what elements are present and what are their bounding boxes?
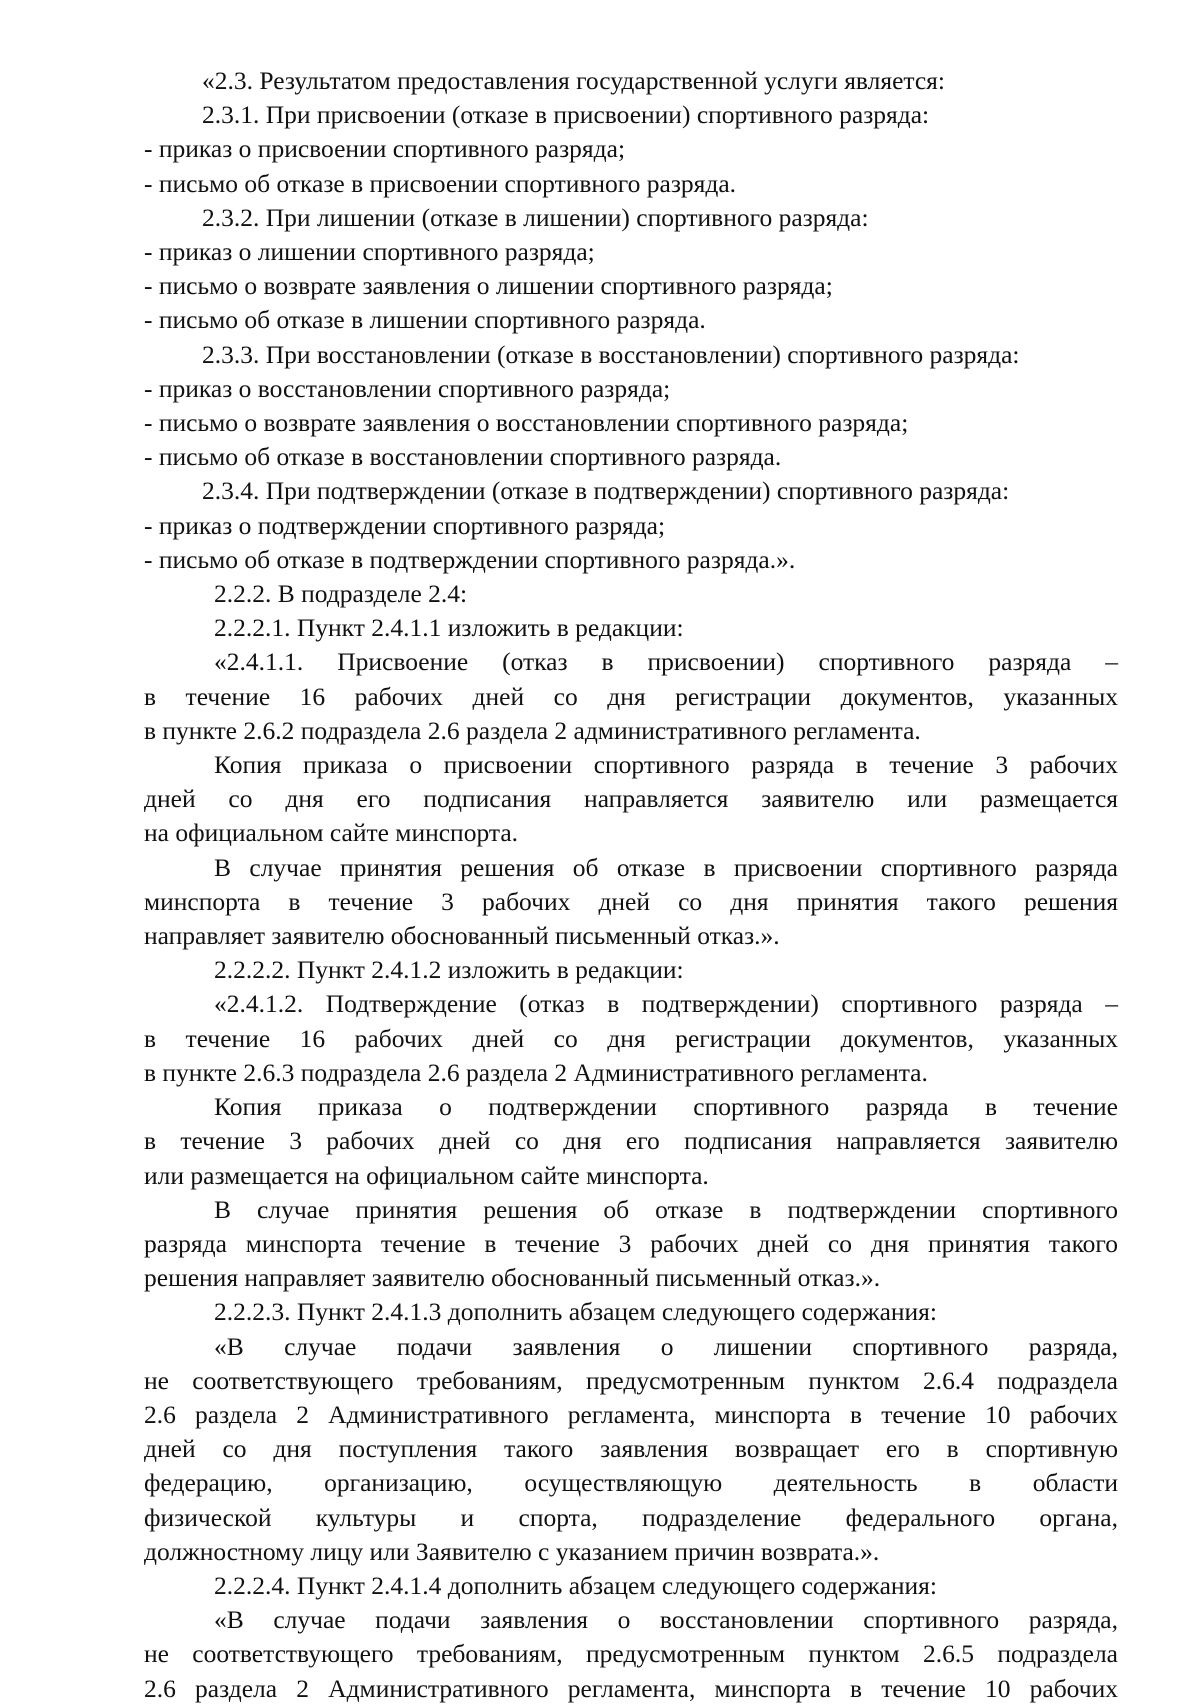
text-line: 2.3.3. При восстановлении (отказе в восстановлении) спортивного разряда: (202, 339, 1020, 369)
text-line: 2.2.2.2. Пункт 2.4.1.2 изложить в редакции: (214, 955, 684, 985)
text-line: 2.2.2. В подразделе 2.4: (214, 579, 468, 609)
text-line: - приказ о присвоении спортивного разряда; (144, 134, 626, 164)
text-line: 2.3.2. При лишении (отказе в лишении) спортивного разряда: (202, 202, 869, 232)
text-line: - письмо об отказе в присвоении спортивного разряда. (144, 168, 737, 198)
text-line: физической культуры и спорта, подразделение федерального органа, (144, 1502, 1118, 1532)
text-line: «2.4.1.1. Присвоение (отказ в присвоении) спортивного разряда – (214, 647, 1118, 677)
text-line: В случае принятия решения об отказе в подтверждении спортивного (214, 1194, 1118, 1224)
text-line: 2.6 раздела 2 Административного регламента, минспорта в течение 10 рабочих (144, 1399, 1118, 1429)
text-line: 2.2.2.1. Пункт 2.4.1.1 изложить в редакции: (214, 613, 684, 643)
text-line: «2.3. Результатом предоставления государственной услуги является: (202, 66, 945, 95)
text-line: в течение 3 рабочих дней со дня его подписания направляется заявителю (144, 1126, 1118, 1156)
text-line: - письмо об отказе в восстановлении спортивного разряда. (144, 442, 782, 472)
text-line: 2.3.4. При подтверждении (отказе в подтверждении) спортивного разряда: (202, 476, 1010, 506)
text-line: Копия приказа о присвоении спортивного разряда в течение 3 рабочих (214, 750, 1118, 780)
text-line: в пункте 2.6.2 подраздела 2.6 раздела 2 административного регламента. (144, 715, 921, 745)
text-line: направляет заявителю обоснованный письменный отказ.». (144, 921, 780, 951)
text-line: должностному лицу или Заявителю с указанием причин возврата.». (144, 1536, 880, 1566)
text-line: «2.4.1.2. Подтверждение (отказ в подтверждении) спортивного разряда – (214, 989, 1118, 1019)
text-line: - приказ о подтверждении спортивного разряда; (144, 510, 666, 540)
text-line: на официальном сайте минспорта. (144, 818, 519, 848)
text-line: дней со дня его подписания направляется заявителю или размещается (144, 784, 1118, 814)
text-line: федерацию, организацию, осуществляющую деятельность в области (144, 1468, 1118, 1498)
text-line: - приказ о восстановлении спортивного разряда; (144, 373, 671, 403)
text-line: «В случае подачи заявления о лишении спортивного разряда, (214, 1331, 1118, 1361)
text-line: «В случае подачи заявления о восстановлении спортивного разряда, (214, 1605, 1118, 1635)
text-line: 2.6 раздела 2 Административного регламента, минспорта в течение 10 рабочих (144, 1673, 1118, 1703)
text-line: или размещается на официальном сайте минспорта. (144, 1160, 709, 1190)
text-line: - письмо о возврате заявления о лишении спортивного разряда; (144, 271, 833, 301)
text-line: - письмо о возврате заявления о восстановлении спортивного разряда; (144, 408, 909, 438)
text-line: Копия приказа о подтверждении спортивного разряда в течение (214, 1092, 1118, 1122)
text-line: в пункте 2.6.3 подраздела 2.6 раздела 2 Административного регламента. (144, 1057, 928, 1087)
text-line: 2.2.2.4. Пункт 2.4.1.4 дополнить абзацем следующего содержания: (214, 1570, 937, 1600)
text-line: не соответствующего требованиям, предусмотренным пунктом 2.6.4 подраздела (144, 1365, 1118, 1395)
text-line: 2.2.2.3. Пункт 2.4.1.3 дополнить абзацем следующего содержания: (214, 1297, 937, 1327)
text-line: - письмо об отказе в лишении спортивного разряда. (144, 305, 706, 335)
text-line: разряда минспорта течение в течение 3 рабочих дней со дня принятия такого (144, 1228, 1118, 1258)
text-line: - письмо об отказе в подтверждении спортивного разряда.». (144, 544, 796, 574)
text-line: в течение 16 рабочих дней со дня регистрации документов, указанных (144, 1023, 1118, 1053)
document-body (144, 64, 1118, 1706)
text-line: в течение 16 рабочих дней со дня регистрации документов, указанных (144, 681, 1118, 711)
text-line: решения направляет заявителю обоснованный письменный отказ.». (144, 1263, 881, 1293)
text-line: минспорта в течение 3 рабочих дней со дня принятия такого решения (144, 886, 1118, 916)
text-line: 2.3.1. При присвоении (отказе в присвоении) спортивного разряда: (202, 100, 930, 130)
text-line: В случае принятия решения об отказе в присвоении спортивного разряда (214, 852, 1118, 882)
text-line: дней со дня поступления такого заявления возвращает его в спортивную (144, 1434, 1118, 1464)
text-line: - приказ о лишении спортивного разряда; (144, 237, 595, 267)
text-line: не соответствующего требованиям, предусмотренным пунктом 2.6.5 подраздела (144, 1639, 1118, 1669)
